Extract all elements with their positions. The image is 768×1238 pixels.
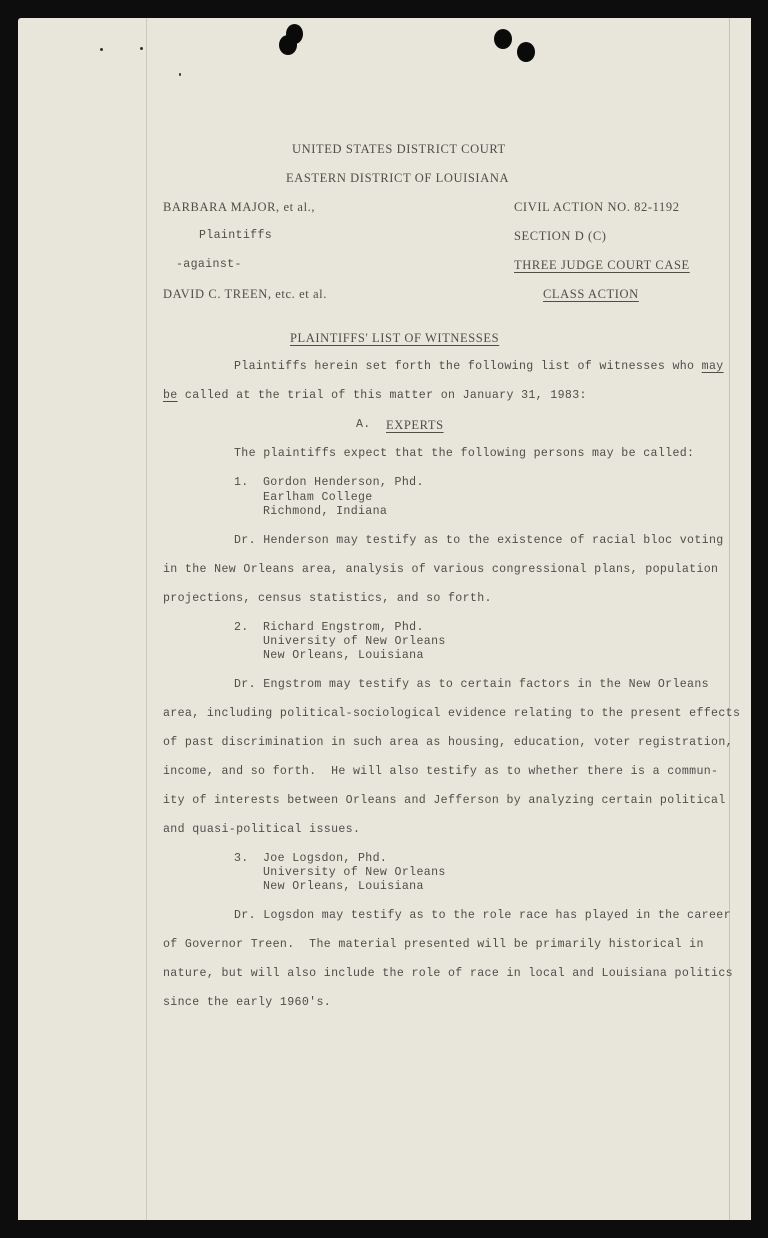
witness-location: New Orleans, Louisiana (263, 880, 424, 893)
witness-name: Joe Logsdon, Phd. (263, 852, 388, 865)
witness-name: Richard Engstrom, Phd. (263, 621, 424, 634)
punch-hole-icon (279, 35, 297, 55)
class-action-label: CLASS ACTION (543, 287, 639, 301)
speck-mark (100, 48, 103, 51)
defendant-name: DAVID C. TREEN, etc. et al. (163, 287, 327, 301)
testimony-line: Dr. Logsdon may testify as to the role race has played in the career (234, 909, 731, 922)
witness-affiliation: University of New Orleans (263, 866, 446, 879)
witness-number: 3. (234, 852, 249, 865)
plaintiff-role: Plaintiffs (199, 229, 273, 242)
witness-affiliation: University of New Orleans (263, 635, 446, 648)
testimony-line: in the New Orleans area, analysis of various congressional plans, population (163, 563, 719, 576)
emphasis-be: be (163, 389, 178, 402)
intro-line-2 (163, 389, 587, 403)
district-name: EASTERN DISTRICT OF LOUISIANA (286, 171, 510, 185)
left-margin-line (146, 18, 147, 1220)
plaintiff-name: BARBARA MAJOR, et al., (163, 200, 316, 214)
right-margin-line (729, 18, 730, 1220)
testimony-line: ity of interests between Orleans and Jefferson by analyzing certain political (163, 794, 726, 807)
section-a-heading: EXPERTS (386, 418, 444, 432)
document-page (18, 18, 751, 1220)
court-name: UNITED STATES DISTRICT COURT (292, 142, 506, 156)
testimony-line: and quasi-political issues. (163, 823, 361, 836)
witness-number: 2. (234, 621, 249, 634)
witness-affiliation: Earlham College (263, 491, 373, 504)
witness-location: Richmond, Indiana (263, 505, 388, 518)
testimony-line: income, and so forth. He will also testify as to whether there is a commun- (163, 765, 719, 778)
testimony-line: of Governor Treen. The material presented will be primarily historical in (163, 938, 704, 951)
versus-label: -against- (176, 258, 242, 271)
speck-mark (179, 73, 181, 76)
document-title: PLAINTIFFS' LIST OF WITNESSES (290, 331, 500, 345)
testimony-line: since the early 1960's. (163, 996, 332, 1009)
civil-action-number: CIVIL ACTION NO. 82-1192 (514, 200, 680, 214)
section-a-label: A. (356, 418, 371, 431)
punch-hole-icon (494, 29, 512, 49)
witness-number: 1. (234, 476, 249, 489)
intro-text: called at the trial of this matter on January 31, 1983: (177, 389, 587, 402)
witness-name: Gordon Henderson, Phd. (263, 476, 424, 489)
witness-location: New Orleans, Louisiana (263, 649, 424, 662)
punch-hole-icon (517, 42, 535, 62)
intro-text: Plaintiffs herein set forth the following list of witnesses who (234, 360, 702, 373)
testimony-line: of past discrimination in such area as housing, education, voter registration, (163, 736, 733, 749)
section-a-lead: The plaintiffs expect that the following persons may be called: (234, 447, 695, 460)
speck-mark (140, 47, 143, 50)
testimony-line: projections, census statistics, and so forth. (163, 592, 492, 605)
intro-line-1 (234, 360, 724, 374)
case-type-label: THREE JUDGE COURT CASE (514, 258, 690, 272)
testimony-line: Dr. Engstrom may testify as to certain factors in the New Orleans (234, 678, 709, 691)
section-label: SECTION D (C) (514, 229, 607, 243)
testimony-line: area, including political-sociological evidence relating to the present effects (163, 707, 741, 720)
testimony-line: Dr. Henderson may testify as to the existence of racial bloc voting (234, 534, 724, 547)
testimony-line: nature, but will also include the role of race in local and Louisiana politics (163, 967, 733, 980)
emphasis-may: may (701, 360, 724, 373)
